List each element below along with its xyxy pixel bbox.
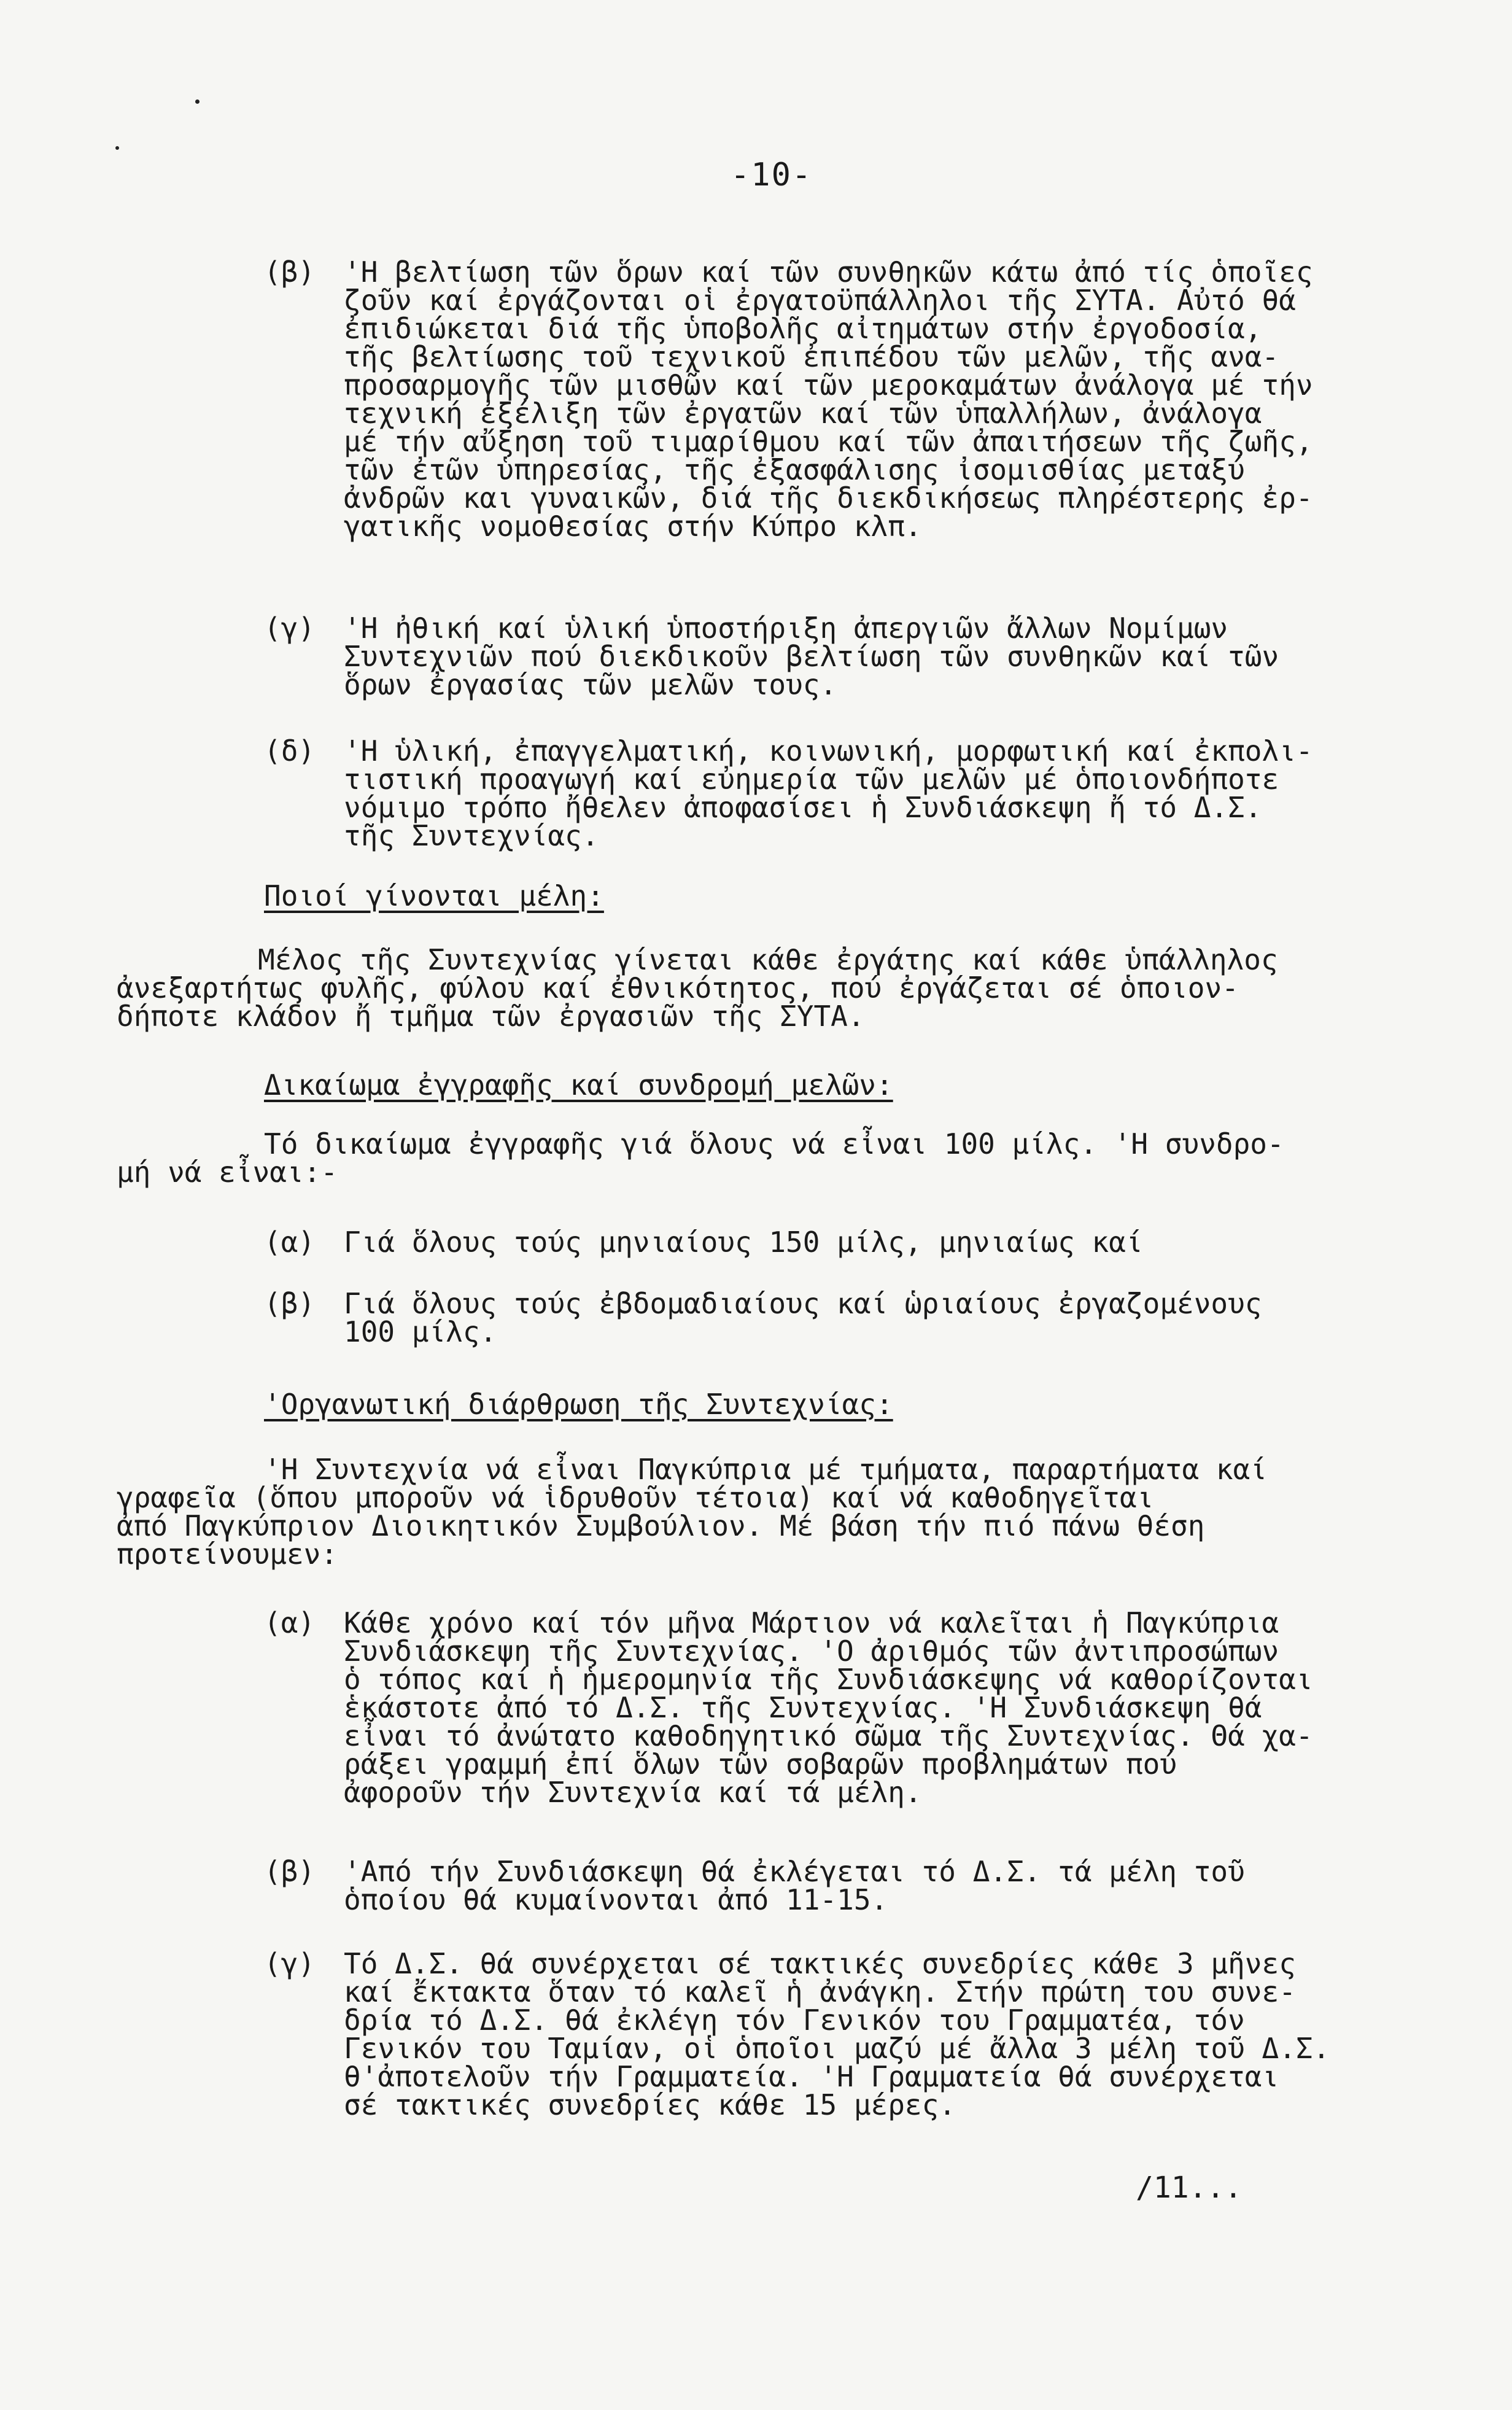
members-paragraph: Μέλος τῆς Συντεχνίας γίνεται κάθε ἐργάτης καί κάθε ὑπάλληλος ἀνεξαρτήτως φυλῆς, φύλου καί ἐθνικότητος, πού ἐργάζεται σέ ὁποιον- δήποτε κλάδον ἤ τμῆμα τῶν ἐργασιῶν τῆς ΣΥΤΑ. [117,943,1278,1033]
org-b-text: 'Από τήν Συνδιάσκεψη θά ἐκλέγεται τό Δ.Σ. τά μέλη τοῦ ὁποίου θά κυμαίνονται ἀπό 11-15. [344,1855,1245,1916]
scan-speck [195,99,200,104]
heading-organization: 'Οργανωτική διάρθρωση τῆς Συντεχνίας: [264,1388,893,1421]
section-d-label: (δ) [264,734,316,768]
section-b-text: 'Η βελτίωση τῶν ὅρων καί τῶν συνθηκῶν κάτω ἀπό τίς ὁποῖες ζοῦν καί ἐργάζονται οἱ ἐργατοϋπάλληλοι τῆς ΣΥΤΑ. Αὐτό θά ἐπιδιώκεται διά τῆς ὑποβολῆς αἰτημάτων στήν ἐργοδοσία, τῆς βελτίωσης τοῦ τεχνικοῦ ἐπιπέδου τῶν μελῶν, τῆς ανα- προσαρμογῆς τῶν μισθῶν καί τῶν μεροκαμάτων ἀνάλογα μέ τήν τεχνική ἐξέλιξη τῶν ἐργατῶν καί τῶν ὑπαλλήλων, ἀνάλογα μέ τήν αὔξηση τοῦ τιμαρίθμου καί τῶν ἀπαιτήσεων τῆς ζωῆς, τῶν ἐτῶν ὑπηρεσίας, τῆς ἐξασφάλισης ἰσομισθίας μεταξύ ἀνδρῶν και γυναικῶν, διά τῆς διεκδικήσεως πληρέστερης ἐρ- γατικῆς νομοθεσίας στήν Κύπρο κλπ. [344,255,1313,543]
fee-b-label: (β) [264,1287,316,1320]
section-g-label: (γ) [264,612,316,645]
scan-speck [115,146,119,150]
heading-fees: Δικαίωμα ἐγγραφῆς καί συνδρομή μελῶν: [264,1068,893,1102]
fee-a-text: Γιά ὅλους τούς μηνιαίους 150 μίλς, μηνιαίως καί [344,1226,1143,1259]
org-b-label: (β) [264,1855,316,1888]
section-d-text: 'Η ὑλική, ἐπαγγελματική, κοινωνική, μορφωτική καί ἐκπολι- τιστική προαγωγή καί εὐημερία τῶν μελῶν μέ ὁποιονδήποτε νόμιμο τρόπο ἤθελεν ἀποφασίσει ἡ Συνδιάσκεψη ἤ τό Δ.Σ. τῆς Συντεχνίας. [344,734,1313,852]
heading-members: Ποιοί γίνονται μέλη: [264,879,604,912]
org-g-text: Τό Δ.Σ. θά συνέρχεται σέ τακτικές συνεδρίες κάθε 3 μῆνες καί ἔκτακτα ὅταν τό καλεῖ ἡ ἀνάγκη. Στήν πρώτη του συνε- δρία τό Δ.Σ. θά ἐκλέγη τόν Γενικόν του Γραμματέα, τόν Γενικόν του Ταμίαν, οἱ ὁποῖοι μαζύ μέ ἄλλα 3 μέλη τοῦ Δ.Σ. θ'ἀποτελοῦν τήν Γραμματεία. 'Η Γραμματεία θά συνέρχεται σέ τακτικές συνεδρίες κάθε 15 μέρες. [344,1947,1330,2121]
organization-paragraph: 'Η Συντεχνία νά εἶναι Παγκύπρια μέ τμήματα, παραρτήματα καί γραφεῖα (ὅπου μποροῦν νά ἱδρυθοῦν τέτοια) καί νά καθοδηγεῖται ἀπό Παγκύπριον Διοικητικόν Συμβούλιον. Μέ βάση τήν πιό πάνω θέση προτείνουμεν: [117,1453,1267,1571]
continuation-marker: /11... [1136,2171,1243,2205]
org-a-label: (α) [264,1606,316,1639]
fee-a-label: (α) [264,1226,316,1259]
org-a-text: Κάθε χρόνο καί τόν μῆνα Μάρτιον νά καλεῖται ἡ Παγκύπρια Συνδιάσκεψη τῆς Συντεχνίας. 'Ο ἀριθμός τῶν ἀντιπροσώπων ὁ τόπος καί ἡ ἡμερομηνία τῆς Συνδιάσκεψης νά καθορίζονται ἑκάστοτε ἀπό τό Δ.Σ. τῆς Συντεχνίας. 'Η Συνδιάσκεψη θά εἶναι τό ἀνώτατο καθοδηγητικό σῶμα τῆς Συντεχνίας. Θά χα- ράξει γραμμή ἐπί ὅλων τῶν σοβαρῶν προβλημάτων πού ἀφοροῦν τήν Συντεχνία καί τά μέλη. [344,1606,1313,1809]
section-b-label: (β) [264,255,316,289]
org-g-label: (γ) [264,1947,316,1980]
section-g-text: 'Η ἠθική καί ὑλική ὑποστήριξη ἀπεργιῶν ἄλλων Νομίμων Συντεχνιῶν πού διεκδικοῦν βελτίωση τῶν συνθηκῶν καί τῶν ὅρων ἐργασίας τῶν μελῶν τους. [344,612,1279,701]
page-number: -10- [731,157,813,193]
fees-paragraph: Τό δικαίωμα ἐγγραφῆς γιά ὅλους νά εἶναι 100 μίλς. 'Η συνδρο- μή νά εἶναι:- [117,1127,1284,1189]
fee-b-text: Γιά ὅλους τούς ἐβδομαδιαίους καί ὡριαίους ἐργαζομένους 100 μίλς. [344,1287,1262,1348]
